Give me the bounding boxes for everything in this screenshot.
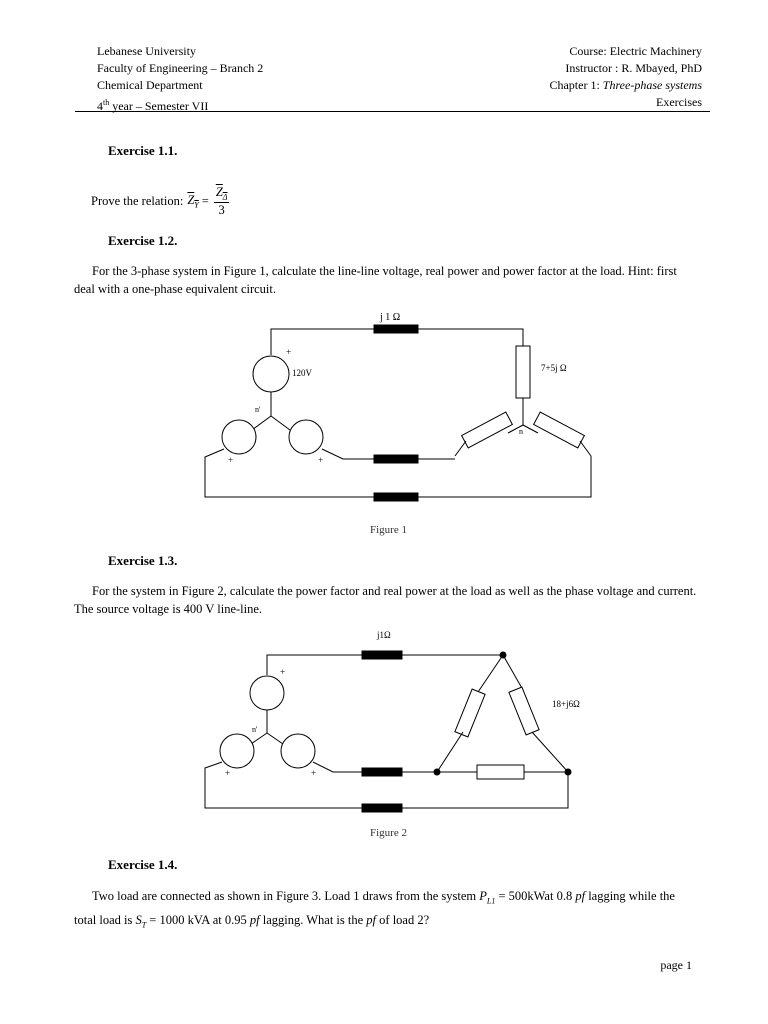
svg-text:+: + bbox=[311, 768, 317, 778]
header-divider bbox=[75, 111, 710, 112]
figure-1-caption: Figure 1 bbox=[370, 524, 407, 536]
svg-text:+: + bbox=[286, 347, 292, 357]
year-semester: 4th year – Semester VII bbox=[97, 98, 209, 113]
delta-impedance-right bbox=[509, 687, 539, 735]
exercise-1-2-text: For the 3-phase system in Figure 1, calculate the line-line voltage, real power and power factor at the load. Hint: first deal with a one-phase equivalent circuit. bbox=[74, 264, 677, 296]
figure-2 bbox=[0, 620, 768, 820]
formula-fraction: $\frac{Z_\Delta}{3}$ bbox=[215, 185, 228, 217]
load-impedance-right bbox=[534, 412, 585, 448]
line-impedance-top bbox=[362, 651, 402, 659]
source-left bbox=[220, 734, 254, 768]
line-impedance-middle bbox=[374, 455, 418, 463]
source-right bbox=[281, 734, 315, 768]
line-impedance-top bbox=[374, 325, 418, 333]
source-top bbox=[253, 356, 289, 392]
course-name: Course: Electric Machinery bbox=[569, 44, 702, 58]
exercise-1-1-statement: Prove the relation: $Z_Y$ = $\frac{Z_\Delta}{3}$ bbox=[91, 185, 228, 217]
svg-text:+: + bbox=[225, 768, 231, 778]
page-number: page 1 bbox=[660, 958, 692, 972]
line-impedance-label: j 1 Ω bbox=[380, 312, 401, 323]
section-label: Exercises bbox=[656, 95, 702, 109]
svg-text:+: + bbox=[280, 667, 286, 677]
instructor-name: Instructor : R. Mbayed, PhD bbox=[565, 61, 702, 75]
exercise-1-2-title: Exercise 1.2. bbox=[108, 233, 178, 248]
line-impedance-middle bbox=[362, 768, 402, 776]
header-right bbox=[549, 43, 702, 111]
source-top bbox=[250, 676, 284, 710]
svg-text:+: + bbox=[228, 455, 234, 465]
source-neutral-label: n' bbox=[255, 405, 261, 414]
line-impedance-bottom bbox=[362, 804, 402, 812]
line-impedance-label: j1Ω bbox=[377, 630, 391, 640]
delta-impedance-bottom bbox=[477, 765, 524, 779]
line-impedance-bottom bbox=[374, 493, 418, 501]
formula-zy: $Z_Y$ bbox=[187, 193, 199, 210]
source-right bbox=[289, 420, 323, 454]
load-neutral-label: n bbox=[519, 427, 523, 436]
load-impedance-label: 18+j6Ω bbox=[552, 699, 580, 709]
load-impedance-label: 7+5j Ω bbox=[541, 363, 567, 373]
figure-1 bbox=[0, 300, 768, 515]
load-impedance-left bbox=[462, 412, 513, 448]
exercise-1-1-text: Prove the relation: bbox=[91, 193, 184, 208]
chapter-title: Chapter 1: Three-phase systems bbox=[549, 78, 702, 92]
load-impedance-top bbox=[516, 346, 530, 398]
exercise-1-1-title: Exercise 1.1. bbox=[108, 143, 178, 158]
svg-text:+: + bbox=[318, 455, 324, 465]
university-name: Lebanese University bbox=[97, 44, 196, 58]
source-left bbox=[222, 420, 256, 454]
exercise-1-3-title: Exercise 1.3. bbox=[108, 553, 178, 568]
exercise-1-4-text: Two load are connected as shown in Figure 3. Load 1 draws from the system $P_{L1}$ = 500kWat 0.8 pf lagging while the total load is $S_T = 1000$ kVA at 0.95 pf lagging. What is the pf of load 2? bbox=[74, 889, 675, 929]
faculty-name: Faculty of Engineering – Branch 2 bbox=[97, 61, 264, 75]
delta-impedance-left bbox=[455, 689, 485, 737]
exercise-1-3-text: For the system in Figure 2, calculate the power factor and real power at the load as well as the phase voltage and current. The source voltage is 400 V line-line. bbox=[74, 584, 697, 616]
source-neutral-label: n' bbox=[252, 725, 258, 734]
figure-2-caption: Figure 2 bbox=[370, 827, 407, 839]
header-left bbox=[97, 43, 263, 115]
department-name: Chemical Department bbox=[97, 78, 203, 92]
source-voltage-label: 120V bbox=[292, 368, 312, 378]
exercise-1-4-title: Exercise 1.4. bbox=[108, 857, 178, 872]
